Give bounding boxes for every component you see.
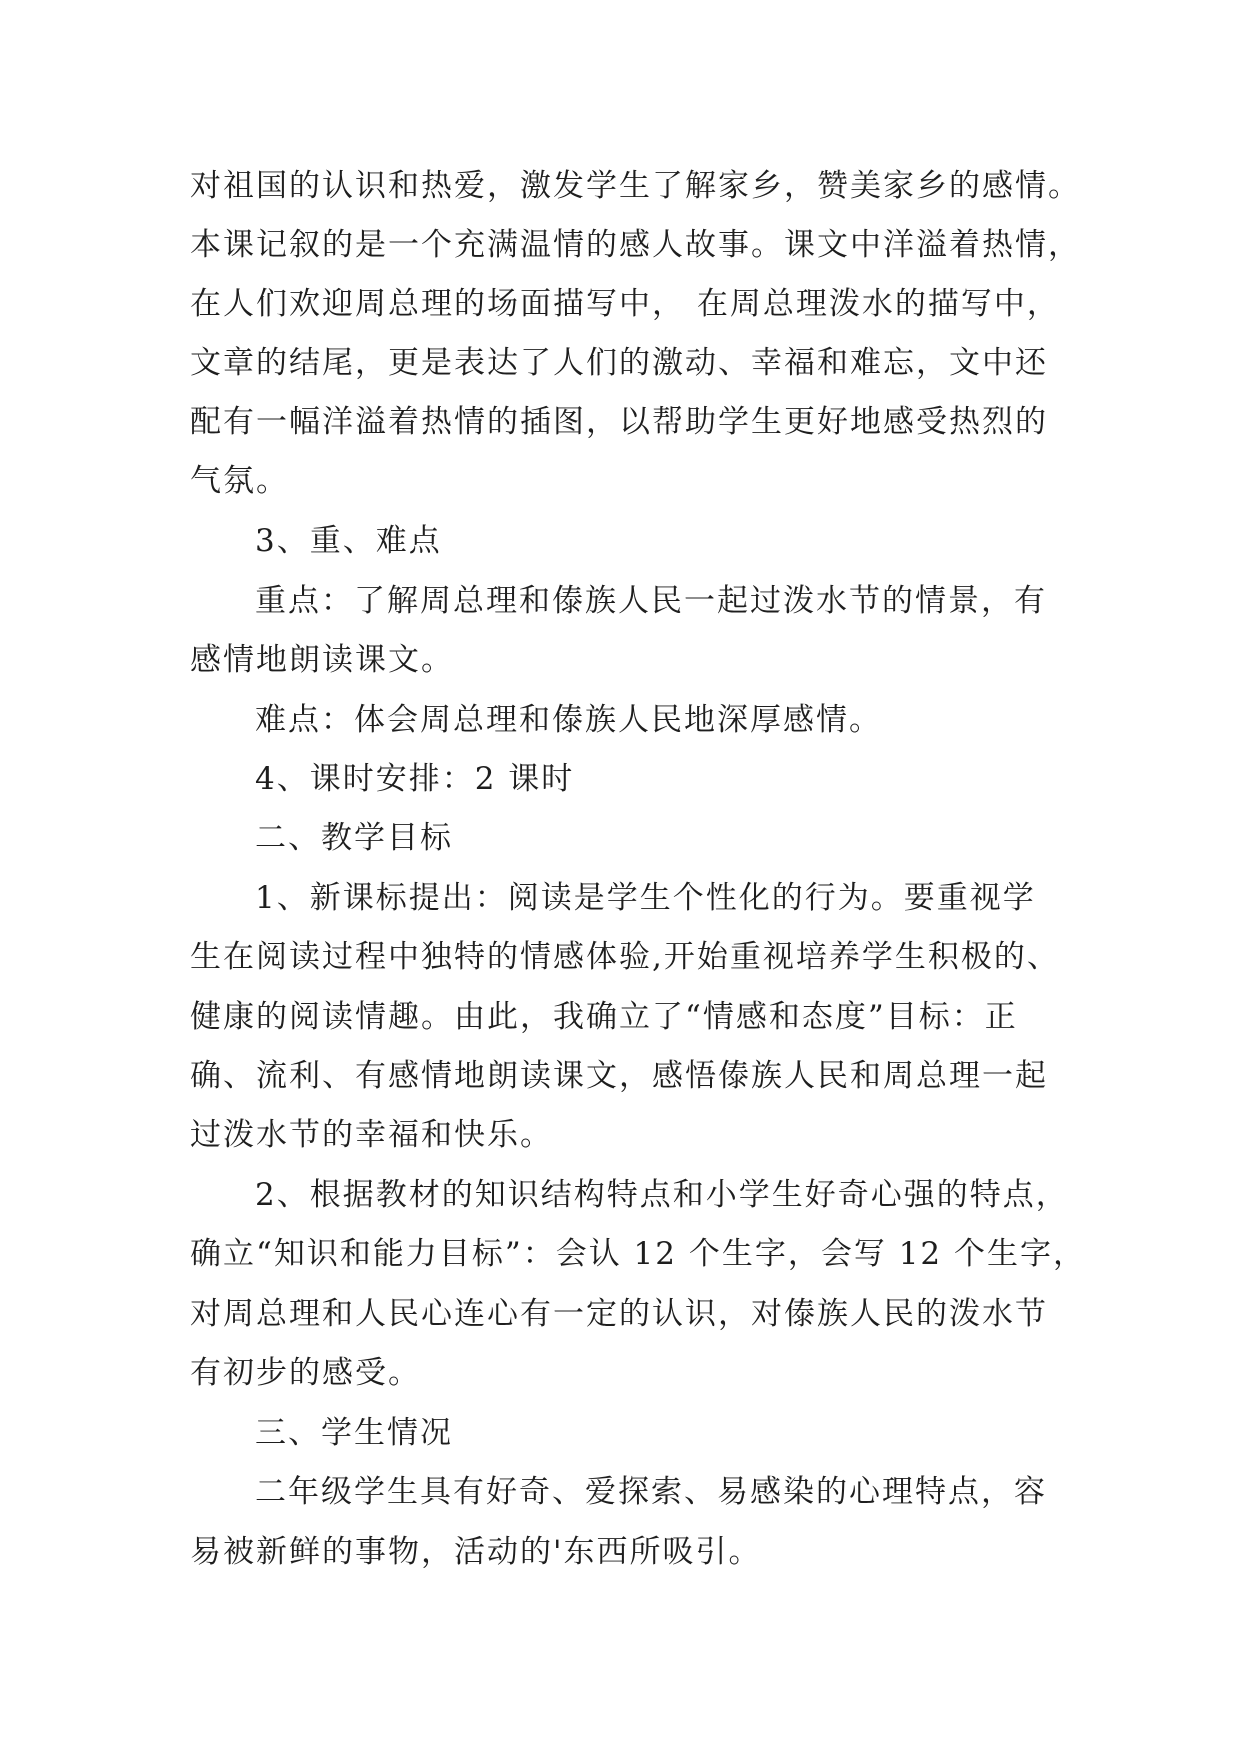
text-line: 过泼水节的幸福和快乐。 <box>190 1117 553 1153</box>
text-line: 健康的阅读情趣。由此，我确立了“情感和态度”目标：正 <box>190 999 1018 1035</box>
text-line: 难点：体会周总理和傣族人民地深厚感情。 <box>255 702 882 738</box>
text-line: 2、根据教材的知识结构特点和小学生好奇心强的特点， <box>255 1177 1069 1213</box>
text-line: 二年级学生具有好奇、爱探索、易感染的心理特点，容 <box>255 1474 1047 1510</box>
text-line: 对周总理和人民心连心有一定的认识，对傣族人民的泼水节 <box>190 1296 1048 1332</box>
text-line: 文章的结尾，更是表达了人们的激动、幸福和难忘，文中还 <box>190 345 1048 381</box>
text-line: 确立“知识和能力目标”：会认 12 个生字，会写 12 个生字， <box>190 1236 1087 1272</box>
text-line: 1、新课标提出：阅读是学生个性化的行为。要重视学 <box>255 880 1036 916</box>
text-line: 本课记叙的是一个充满温情的感人故事。课文中洋溢着热情， <box>190 227 1081 263</box>
text-line: 易被新鲜的事物，活动的'东西所吸引。 <box>190 1534 762 1570</box>
text-line: 对祖国的认识和热爱，激发学生了解家乡，赞美家乡的感情。 <box>190 168 1081 204</box>
text-line: 4、课时安排：2 课时 <box>255 761 575 797</box>
section-heading: 二、教学目标 <box>255 820 453 856</box>
text-line: 在人们欢迎周总理的场面描写中， 在周总理泼水的描写中， <box>190 286 1060 322</box>
text-line: 感情地朗读课文。 <box>190 642 454 678</box>
text-line: 气氛。 <box>190 463 289 499</box>
text-line: 重点：了解周总理和傣族人民一起过泼水节的情景，有 <box>255 583 1047 619</box>
text-line: 有初步的感受。 <box>190 1355 421 1391</box>
text-line: 生在阅读过程中独特的情感体验,开始重视培养学生积极的、 <box>190 939 1060 975</box>
text-line: 配有一幅洋溢着热情的插图，以帮助学生更好地感受热烈的 <box>190 404 1048 440</box>
text-line: 确、流利、有感情地朗读课文，感悟傣族人民和周总理一起 <box>190 1058 1048 1094</box>
section-heading: 3、重、难点 <box>255 523 442 559</box>
section-heading: 三、学生情况 <box>255 1415 453 1451</box>
